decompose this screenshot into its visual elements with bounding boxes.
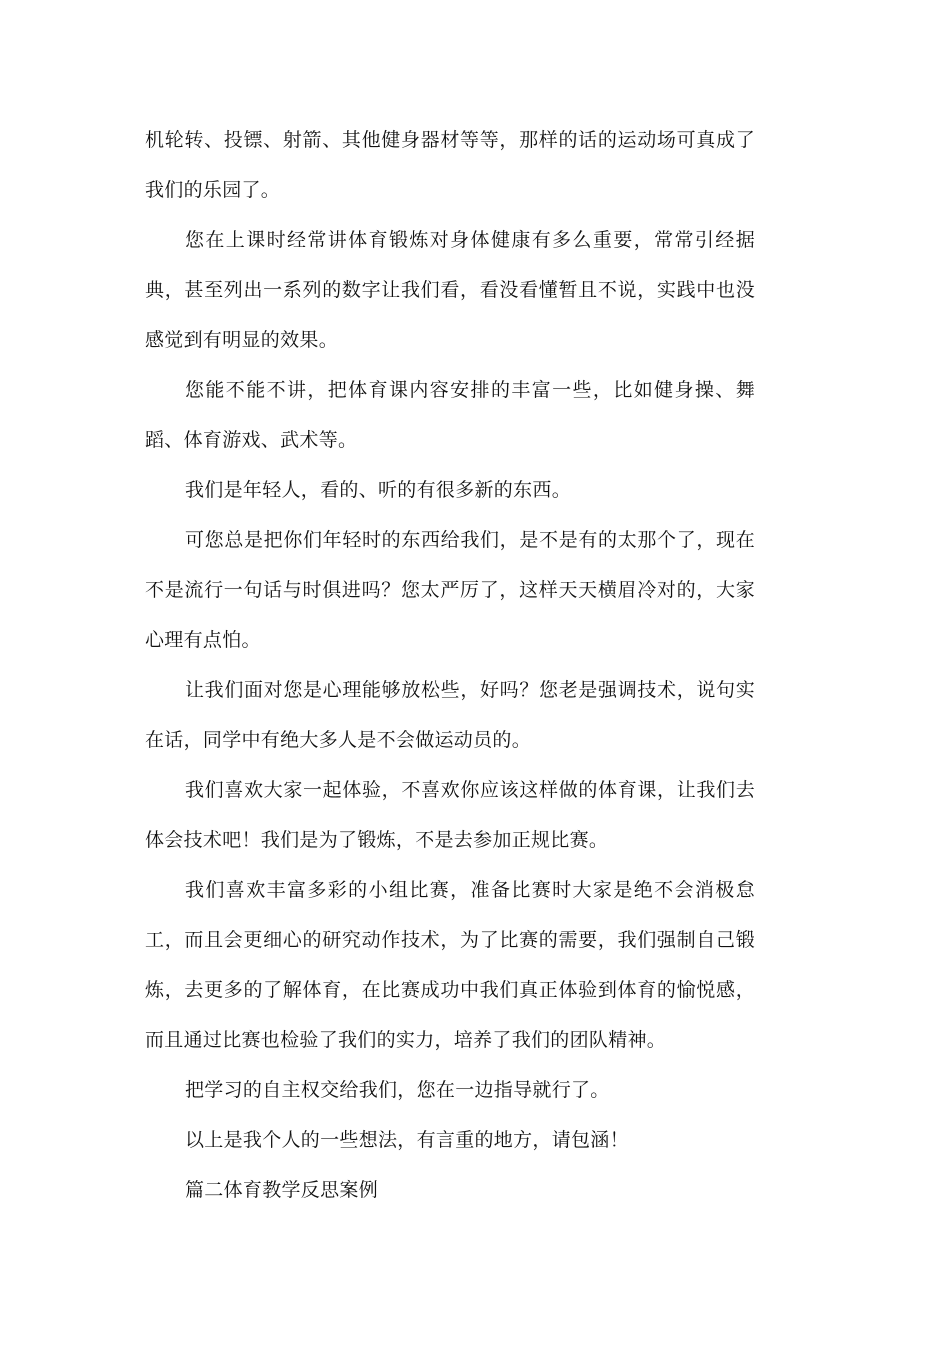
document-body: [145, 115, 755, 1215]
paragraph: 让我们面对您是心理能够放松些，好吗？您老是强调技术，说句实在话，同学中有绝大多人是不会做运动员的。: [145, 679, 755, 751]
paragraph: 您能不能不讲，把体育课内容安排的丰富一些，比如健身操、舞蹈、体育游戏、武术等。: [145, 379, 755, 451]
paragraph: 我们是年轻人，看的、听的有很多新的东西。: [185, 479, 572, 501]
paragraph: 以上是我个人的一些想法，有言重的地方，请包涵！: [185, 1129, 629, 1151]
paragraph: 您在上课时经常讲体育锻炼对身体健康有多么重要，常常引经据典，甚至列出一系列的数字让我们看，看没看懂暂且不说，实践中也没感觉到有明显的效果。: [145, 229, 755, 351]
section-heading: 篇二体育教学反思案例: [185, 1179, 379, 1201]
paragraph: 机轮转、投镖、射箭、其他健身器材等等，那样的话的运动场可真成了我们的乐园了。: [145, 129, 755, 201]
paragraph: 可您总是把你们年轻时的东西给我们，是不是有的太那个了，现在不是流行一句话与时俱进吗？您太严厉了，这样天天横眉冷对的，大家心理有点怕。: [145, 529, 755, 651]
paragraph: 我们喜欢丰富多彩的小组比赛，准备比赛时大家是绝不会消极怠工，而且会更细心的研究动作技术，为了比赛的需要，我们强制自己锻炼，去更多的了解体育，在比赛成功中我们真正体验到体育的愉悦感，而且通过比赛也检验了我们的实力，培养了我们的团队精神。: [145, 879, 755, 1051]
paragraph: 我们喜欢大家一起体验，不喜欢你应该这样做的体育课，让我们去体会技术吧！我们是为了锻炼，不是去参加正规比赛。: [145, 779, 755, 851]
paragraph: 把学习的自主权交给我们，您在一边指导就行了。: [185, 1079, 610, 1101]
